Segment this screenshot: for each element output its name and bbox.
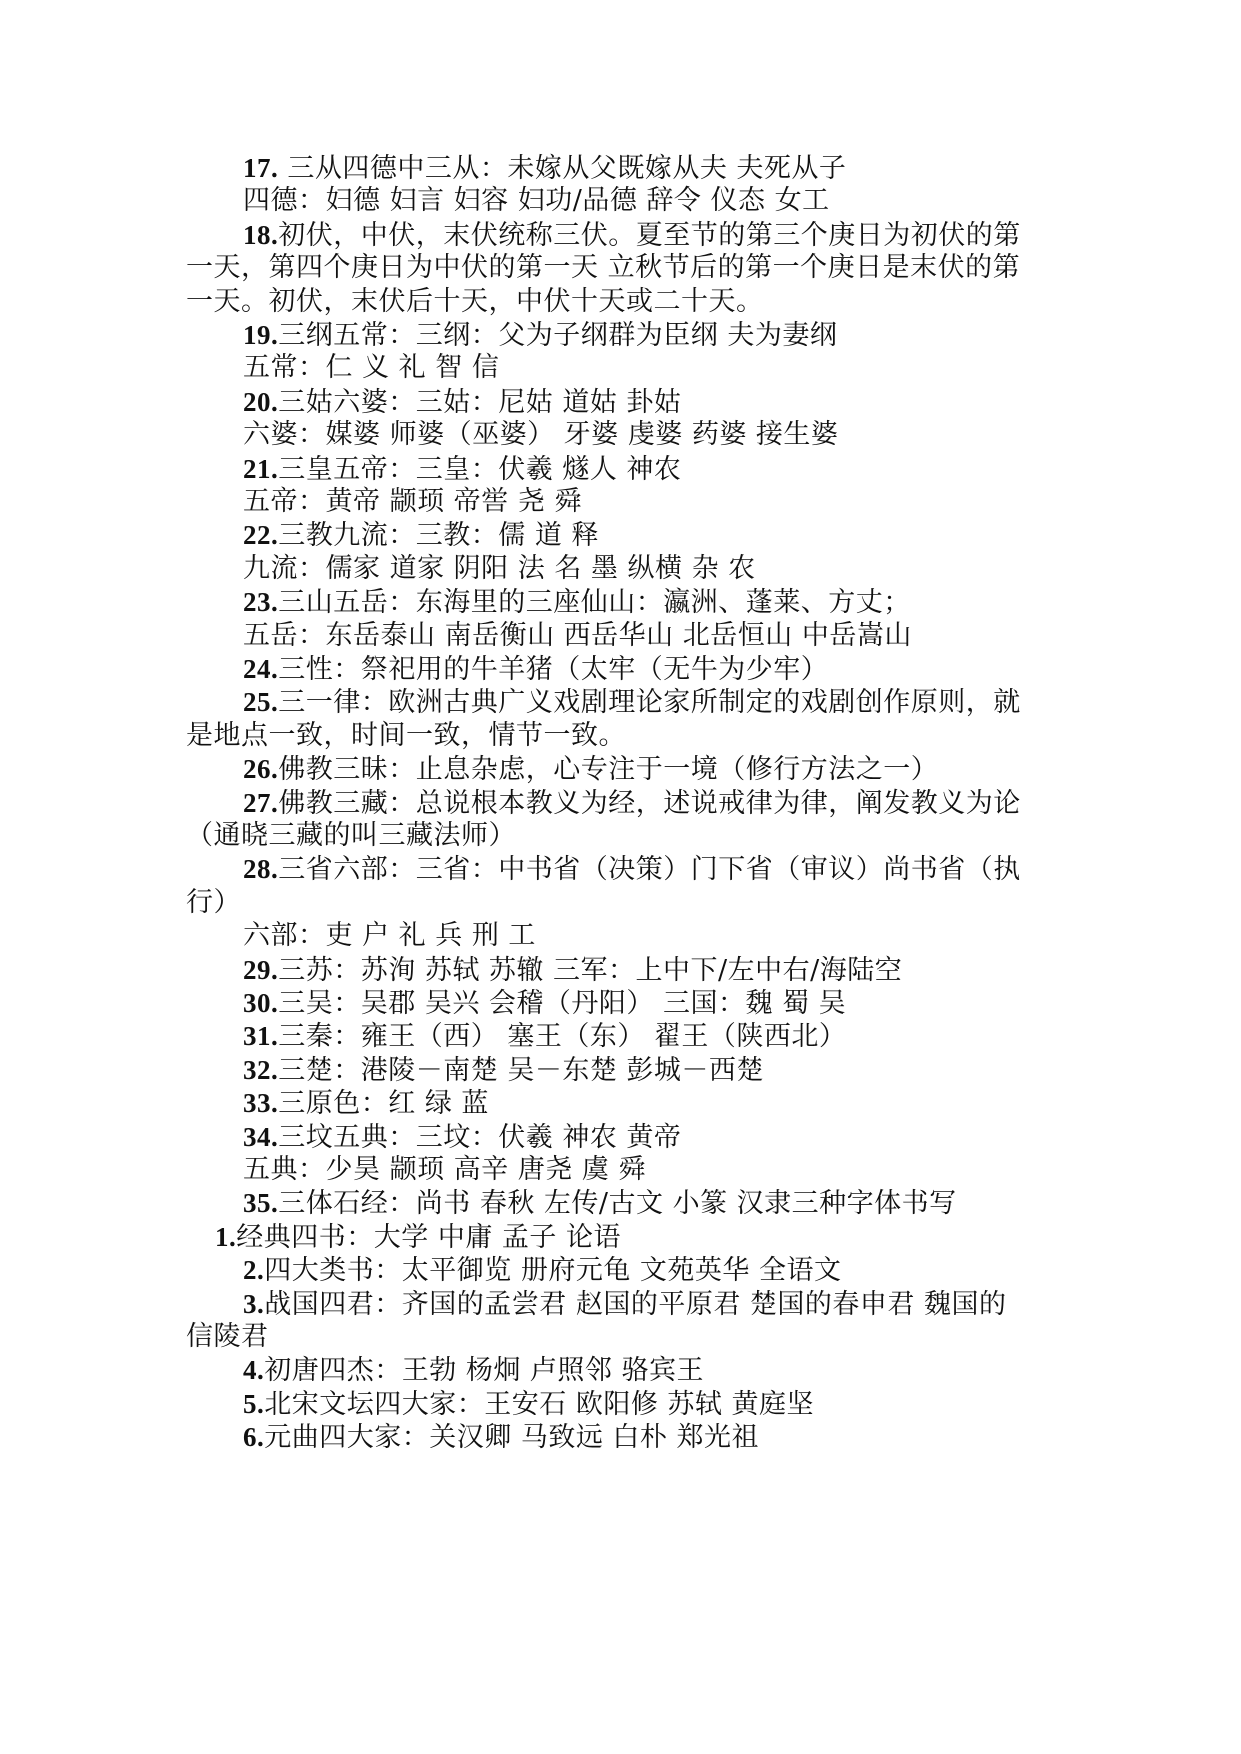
text-line [243, 217, 1123, 254]
text-line [243, 551, 1123, 587]
text-line [243, 1185, 1123, 1222]
line-text: 行） [186, 887, 241, 918]
text-line [186, 818, 1066, 854]
item-number: 30. [243, 988, 279, 1018]
line-text: 元曲四大家：关汉卿 马致远 白朴 郑光祖 [264, 1422, 759, 1453]
text-line [215, 1219, 1095, 1256]
text-line [243, 584, 1123, 621]
line-text: 三苏：苏洵 苏轼 苏辙 三军：上中下/左中右/海陆空 [278, 955, 903, 986]
text-line [243, 1419, 1123, 1456]
line-text: 三山五岳：东海里的三座仙山：瀛洲、蓬莱、方丈； [278, 587, 911, 618]
text-line [243, 183, 1123, 219]
line-text: 经典四书：大学 中庸 孟子 论语 [236, 1222, 621, 1253]
item-number: 31. [243, 1021, 279, 1051]
line-text: 五常：仁 义 礼 智 信 [243, 352, 500, 383]
line-text: 三姑六婆：三姑：尼姑 道姑 卦姑 [278, 387, 682, 418]
text-line [243, 350, 1123, 386]
text-line [243, 384, 1123, 421]
line-text: （通晓三藏的叫三藏法师） [186, 820, 516, 851]
text-line [243, 1352, 1123, 1389]
text-line [243, 618, 1123, 654]
line-text: 初唐四杰：王勃 杨炯 卢照邻 骆宾王 [264, 1355, 704, 1386]
item-number: 34. [243, 1122, 279, 1152]
item-number: 17. [243, 153, 279, 183]
text-line [243, 751, 1123, 788]
text-line [243, 785, 1123, 822]
text-line [186, 885, 1066, 921]
line-text: 三性：祭祀用的牛羊猪（太牢（无牛为少牢） [278, 654, 829, 685]
item-number: 23. [243, 587, 279, 617]
line-text: 四大类书：太平御览 册府元龟 文苑英华 全语文 [264, 1255, 842, 1286]
item-number: 1. [215, 1222, 237, 1252]
text-line [243, 1018, 1123, 1055]
text-line [243, 484, 1123, 520]
line-text: 三纲五常：三纲：父为子纲群为臣纲 夫为妻纲 [278, 320, 838, 351]
item-number: 6. [243, 1422, 265, 1452]
line-text: 六部：吏 户 礼 兵 刑 工 [243, 920, 536, 951]
item-number: 26. [243, 754, 279, 784]
line-text: 三原色：红 绿 蓝 [278, 1088, 489, 1119]
item-number: 33. [243, 1088, 279, 1118]
line-text: 三坟五典：三坟：伏羲 神农 黄帝 [278, 1122, 682, 1153]
line-text: 三体石经：尚书 春秋 左传/古文 小篆 汉隶三种字体书写 [278, 1188, 957, 1219]
text-line [243, 150, 1123, 187]
item-number: 29. [243, 955, 279, 985]
item-number: 28. [243, 854, 279, 884]
line-text: 三一律：欧洲古典广义戏剧理论家所制定的戏剧创作原则，就 [278, 687, 1021, 718]
item-number: 19. [243, 320, 279, 350]
text-line [243, 1119, 1123, 1156]
text-line [186, 284, 1066, 320]
line-text: 三秦：雍王（西） 塞王（东） 翟王（陕西北） [278, 1021, 847, 1052]
line-text: 佛教三昧：止息杂虑，心专注于一境（修行方法之一） [278, 754, 939, 785]
text-line [243, 1085, 1123, 1122]
line-text: 佛教三藏：总说根本教义为经，述说戒律为律，阐发教义为论 [278, 788, 1021, 819]
text-line [243, 417, 1123, 453]
item-number: 3. [243, 1289, 265, 1319]
line-text: 是地点一致，时间一致，情节一致。 [186, 720, 626, 751]
item-number: 27. [243, 788, 279, 818]
text-line [186, 250, 1066, 286]
line-text: 五典：少昊 颛顼 高辛 唐尧 虞 舜 [243, 1154, 646, 1185]
text-line [243, 851, 1123, 888]
text-line [243, 1252, 1123, 1289]
line-text: 战国四君：齐国的孟尝君 赵国的平原君 楚国的春申君 魏国的 [264, 1289, 1007, 1320]
line-text: 三吴：吴郡 吴兴 会稽（丹阳） 三国：魏 蜀 吴 [278, 988, 847, 1019]
line-text: 三楚：港陵－南楚 吴－东楚 彭城－西楚 [278, 1055, 764, 1086]
item-number: 24. [243, 654, 279, 684]
text-line [243, 684, 1123, 721]
text-line [243, 1386, 1123, 1423]
item-number: 18. [243, 220, 279, 250]
text-line [186, 1319, 1066, 1355]
line-text: 一天。初伏，末伏后十天，中伏十天或二十天。 [186, 286, 764, 317]
line-text: 三皇五帝：三皇：伏羲 燧人 神农 [278, 454, 682, 485]
item-number: 20. [243, 387, 279, 417]
line-text: 三教九流：三教：儒 道 释 [278, 520, 599, 551]
line-text: 六婆：媒婆 师婆（巫婆） 牙婆 虔婆 药婆 接生婆 [243, 419, 839, 450]
text-line [243, 1052, 1123, 1089]
item-number: 25. [243, 687, 279, 717]
item-number: 32. [243, 1055, 279, 1085]
item-number: 2. [243, 1255, 265, 1285]
text-line [243, 1286, 1123, 1323]
text-line [243, 918, 1123, 954]
text-line [243, 985, 1123, 1022]
text-line [243, 651, 1123, 688]
line-text: 初伏，中伏，末伏统称三伏。夏至节的第三个庚日为初伏的第 [278, 220, 1021, 251]
text-line [243, 317, 1123, 354]
text-line [243, 952, 1123, 989]
line-text: 北宋文坛四大家：王安石 欧阳修 苏轼 黄庭坚 [264, 1389, 814, 1420]
text-line [186, 718, 1066, 754]
line-text: 三从四德中三从：未嫁从父既嫁从夫 夫死从子 [278, 153, 847, 184]
line-text: 三省六部：三省：中书省（决策）门下省（审议）尚书省（执 [278, 854, 1021, 885]
line-text: 一天，第四个庚日为中伏的第一天 立秋节后的第一个庚日是末伏的第 [186, 252, 1021, 283]
item-number: 4. [243, 1355, 265, 1385]
item-number: 22. [243, 520, 279, 550]
text-line [243, 517, 1123, 554]
item-number: 35. [243, 1188, 279, 1218]
line-text: 五帝：黄帝 颛顼 帝喾 尧 舜 [243, 486, 582, 517]
text-line [243, 1152, 1123, 1188]
line-text: 信陵君 [186, 1321, 269, 1352]
line-text: 五岳：东岳泰山 南岳衡山 西岳华山 北岳恒山 中岳嵩山 [243, 620, 912, 651]
item-number: 21. [243, 454, 279, 484]
item-number: 5. [243, 1389, 265, 1419]
line-text: 九流：儒家 道家 阴阳 法 名 墨 纵横 杂 农 [243, 553, 756, 584]
line-text: 四德：妇德 妇言 妇容 妇功/品德 辞令 仪态 女工 [243, 185, 830, 216]
text-line [243, 451, 1123, 488]
